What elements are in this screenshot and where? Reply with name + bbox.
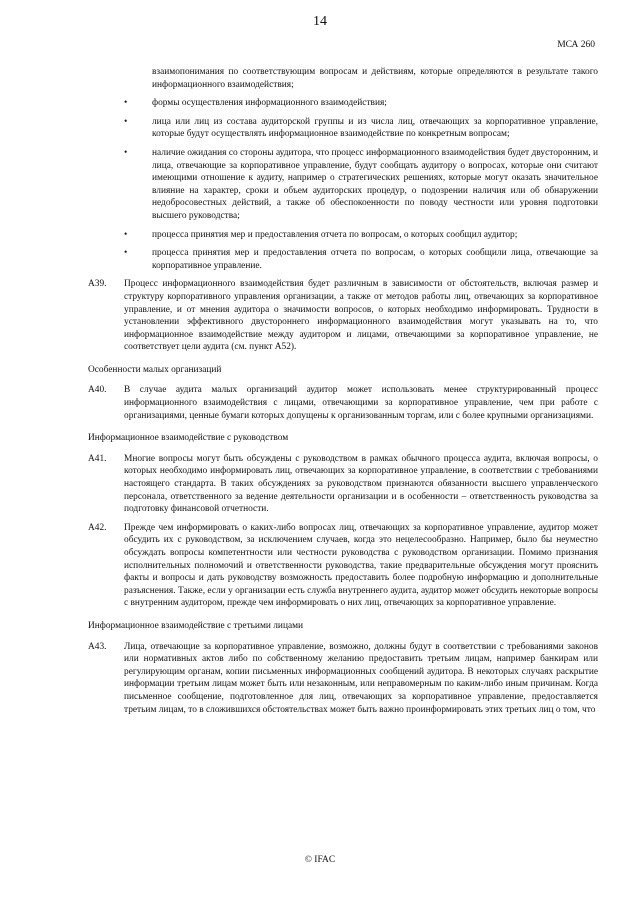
list-item-text: формы осуществления информационного взаимодействия; xyxy=(152,98,387,109)
bullet-icon: • xyxy=(124,229,128,240)
list-item xyxy=(88,247,598,272)
list-item xyxy=(88,229,598,242)
list-item-text: наличие ожидания со стороны аудитора, что процесс информационного взаимодействия будет двусторонним, и лица, отвечающие за корпоративное управление, будут сообщать аудитору о вопросах, которые они считают имеющими отношение к аудиту, например о стратегических решениях, которые могут оказать значительное влияние на характер, сроки и объем аудиторских процедур, о подозрении наличия или об обнаружении недобросовестных действий, а также об обеспокоенности по поводу честности или уровня подготовки высшего руководства; xyxy=(152,147,598,221)
paragraph-text: Лица, отвечающие за корпоративное управление, возможно, должны будут в соответствии с требованиями законов или нормативных актов либо по собственному желанию предоставить третьим лицам, например банкирам или регулирующим органам, копии письменных информационных сообщений аудитора. В некоторых случаях раскрытие информации третьим лицам может быть или незаконным, или неправомерным по каким-либо иным причинам. Когда письменное сообщение, подготовленное для лиц, отвечающих за корпоративное управление, предоставляется третьим лицам, то в сложившихся обстоятельствах может быть важно проинформировать этих третьих лиц о том, что xyxy=(124,641,598,715)
list-item-text: процесса принятия мер и предоставления отчета по вопросам, о которых сообщил аудитор; xyxy=(152,229,518,240)
paragraph-a39 xyxy=(88,278,598,354)
page-number: 14 xyxy=(313,14,327,29)
list-item-text: лица или лиц из состава аудиторской группы и из числа лиц, отвечающих за корпоративное управление, которые будут осуществлять информационное взаимодействие по конкретным вопросам; xyxy=(152,116,598,140)
paragraph-number: A43. xyxy=(88,641,107,652)
paragraph-number: A40. xyxy=(88,385,107,396)
list-item xyxy=(88,97,598,110)
continuation-text: взаимопонимания по соответствующим вопросам и действиям, которые определяются в результате такого информационного взаимодействия; xyxy=(152,67,598,90)
paragraph-a42 xyxy=(88,522,598,610)
list-item xyxy=(88,147,598,223)
paragraph-text: В случае аудита малых организаций аудитор может использовать менее структурированный процесс информационного взаимодействия с лицами, отвечающими за корпоративное управление, чем при работе с организациями, ценные бумаги которых допущены к организованным торгам, или с более крупными организациями. xyxy=(124,385,598,421)
section-heading: Особенности малых организаций xyxy=(88,364,222,375)
paragraph-a43 xyxy=(88,641,598,717)
section-heading: Информационное взаимодействие с руководством xyxy=(88,433,289,444)
bullet-icon: • xyxy=(124,147,128,158)
document-code: МСА 260 xyxy=(557,40,595,50)
paragraph-number: A42. xyxy=(88,522,107,533)
paragraph-a41 xyxy=(88,453,598,516)
bullet-icon: • xyxy=(124,248,128,259)
paragraph-text: Процесс информационного взаимодействия будет различным в зависимости от обстоятельств, включая размер и структуру корпоративного управления организации, а также от методов работы лиц, отвечающих за корпоративное управление, и от мнения аудитора о значимости вопросов, о которых необходимо информировать. Трудности в установлении эффективного двустороннего информационного взаимодействия могут указывать на то, что информационное взаимодействие между аудитором и лицами, отвечающими за корпоративное управление, не соответствует цели аудита (см. пункт А52). xyxy=(124,279,598,353)
paragraph-text: Многие вопросы могут быть обсуждены с руководством в рамках обычного процесса аудита, включая вопросы, о которых необходимо информировать лиц, отвечающих за корпоративное управление, в соответствии с требованиями настоящего стандарта. В таких обсуждениях за руководством признаются обязанности высшего управленческого персонала, ответственного за ведение деятельности организации и в особенности – ответственность руководства за подготовку финансовой отчетности. xyxy=(124,453,598,515)
bullet-icon: • xyxy=(124,116,128,127)
paragraph-text: Прежде чем информировать о каких-либо вопросах лиц, отвечающих за корпоративное управление, аудитор может обсудить их с руководством, за исключением случаев, когда это нецелесообразно. Например, было бы неуместно обсуждать вопросы компетентности или честности руководства с руководством организации. Помимо признания исполнительных полномочий и ответственности руководства, такие предварительные обсуждения могут прояснить факты и вопросы и дать руководству возможность предоставить более подробную информацию и дополнительные разъяснения. Также, если у организации есть служба внутреннего аудита, аудитор может обсудить некоторые вопросы с внутренним аудитором, прежде чем информировать о них лиц, отвечающих за корпоративное управление. xyxy=(124,522,598,609)
paragraph-number: A41. xyxy=(88,453,107,464)
bullet-icon: • xyxy=(124,98,128,109)
document-body xyxy=(88,66,598,722)
paragraph-number: A39. xyxy=(88,279,107,290)
list-item xyxy=(88,116,598,141)
section-heading: Информационное взаимодействие с третьими лицами xyxy=(88,620,304,631)
paragraph-a40 xyxy=(88,384,598,422)
copyright-footer: © IFAC xyxy=(304,855,336,865)
list-item-text: процесса принятия мер и предоставления отчета по вопросам, о которых сообщили лица, отвечающие за корпоративное управление. xyxy=(152,248,598,271)
